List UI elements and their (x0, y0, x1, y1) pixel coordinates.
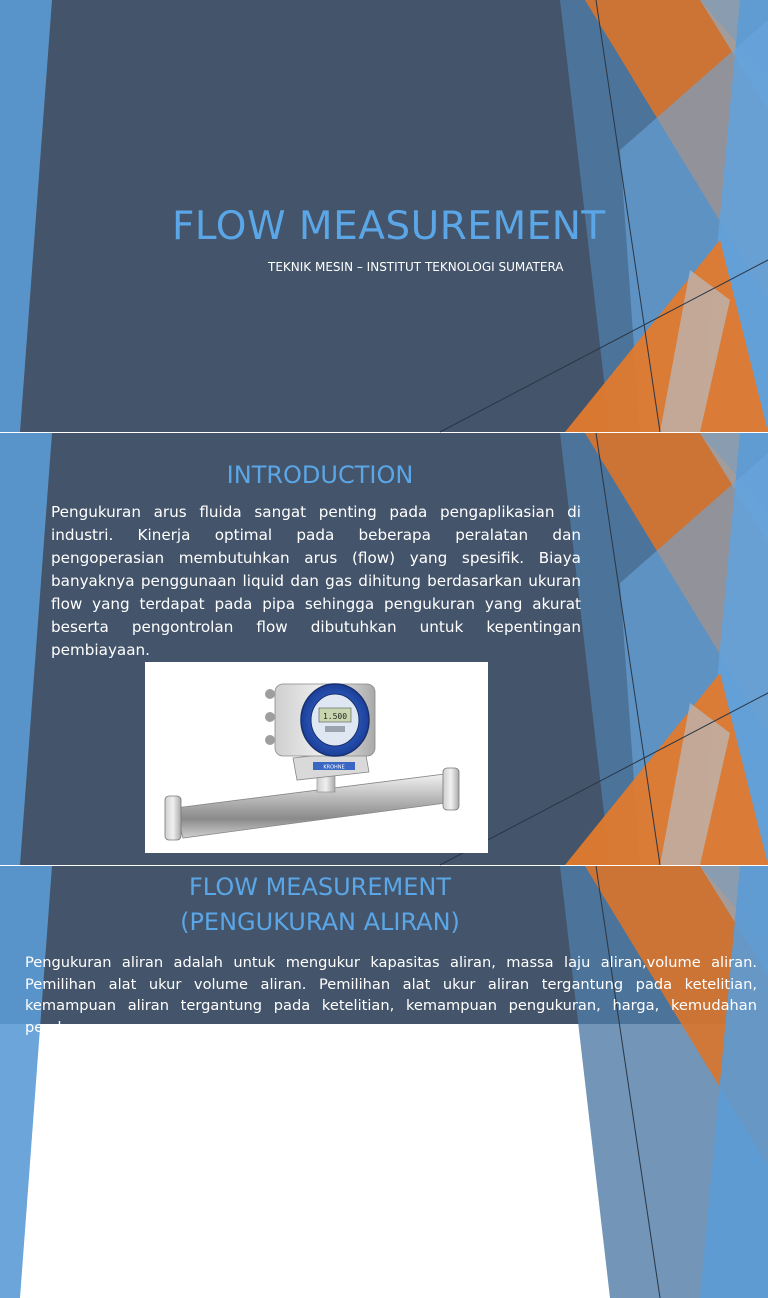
flow-measurement-heading (95, 870, 545, 940)
slide-subtitle: TEKNIK MESIN – INSTITUT TEKNOLOGI SUMATERA (268, 260, 564, 274)
slide-title-heading: FLOW MEASUREMENT (172, 204, 606, 249)
brand-plate: KROHNE (323, 764, 345, 771)
introduction-paragraph: Pengukuran arus fluida sangat penting pada pengaplikasian di industri. Kinerja optimal pada beberapa peralatan dan pengoperasian membutuhkan arus (flow) yang spesifik. Biaya banyaknya penggunaan liquid dan gas dihitung berdasarkan ukuran flow yang terdapat pada pipa sehingga pengukuran yang akurat beserta pengontrolan flow dibutuhkan untuk kepentingan pembiayaan. (51, 503, 581, 659)
flow-meter-photo (145, 662, 488, 853)
flow-meter-illustration (145, 662, 488, 853)
heading-line-2: (PENGUKURAN ALIRAN) (180, 908, 460, 936)
slide-introduction (0, 433, 768, 865)
flow-measurement-paragraph: Pengukuran aliran adalah untuk mengukur kapasitas aliran, massa laju aliran,volume aliran. Pemilihan alat ukur volume aliran. Pemilihan alat ukur aliran tergantung pada ketelitian, kemampuan aliran tergantung pada ketelitian, kemampuan pengukuran, harga, kemudahan pembacaan. (25, 954, 757, 1036)
introduction-heading: INTRODUCTION (226, 461, 414, 489)
heading-line-1: FLOW MEASUREMENT (189, 873, 451, 901)
slide-title (0, 0, 768, 432)
display-reading: 1.500 (322, 712, 348, 721)
slide-flow-measurement (0, 866, 768, 1036)
